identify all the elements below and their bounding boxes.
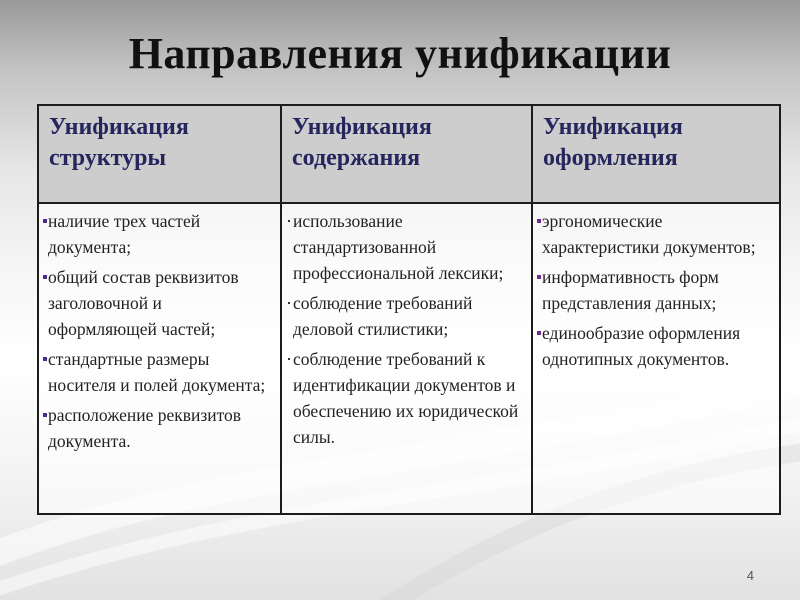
header-structure: Унификация структуры xyxy=(38,105,281,203)
list-item xyxy=(537,320,773,372)
purple-square-bullet-icon xyxy=(43,413,47,417)
table-header-row xyxy=(38,105,780,203)
list-item xyxy=(286,346,525,450)
structure-cell xyxy=(38,203,281,514)
list-item xyxy=(43,208,274,260)
list-item xyxy=(43,264,274,342)
list-item-text: наличие трех частей документа; xyxy=(48,211,201,257)
list-item-text: информативность форм представления данных; xyxy=(542,267,719,313)
list-item xyxy=(286,290,525,342)
list-item-text: общий состав реквизитов заголовочной и оформляющей частей; xyxy=(48,267,239,339)
purple-square-bullet-icon xyxy=(43,357,47,361)
slide-title: Направления унификации xyxy=(128,29,672,78)
list-item-text: соблюдение требований к идентификации документов и обеспечению их юридической силы. xyxy=(293,349,519,447)
purple-square-bullet-icon xyxy=(43,219,47,223)
purple-square-bullet-icon xyxy=(537,219,541,223)
purple-square-bullet-icon xyxy=(537,275,541,279)
page-number: 4 xyxy=(746,568,754,583)
list-item xyxy=(537,264,773,316)
list-item xyxy=(286,208,525,286)
formatting-cell xyxy=(532,203,780,514)
purple-square-bullet-icon xyxy=(537,331,541,335)
list-item xyxy=(43,402,274,454)
small-dot-bullet-icon xyxy=(288,220,290,222)
list-item-text: единообразие оформления однотипных документов. xyxy=(542,323,741,369)
content-cell xyxy=(281,203,532,514)
list-item xyxy=(43,346,274,398)
list-item-text: расположение реквизитов документа. xyxy=(48,405,242,451)
list-item-text: эргономические характеристики документов; xyxy=(542,211,756,257)
small-dot-bullet-icon xyxy=(288,302,290,304)
list-item-text: соблюдение требований деловой стилистики; xyxy=(293,293,473,339)
list-item xyxy=(537,208,773,260)
header-formatting: Унификация оформления xyxy=(532,105,780,203)
table-body-row xyxy=(38,203,780,514)
list-item-text: стандартные размеры носителя и полей документа; xyxy=(48,349,266,395)
header-content: Унификация содержания xyxy=(281,105,532,203)
list-item-text: использование стандартизованной профессиональной лексики; xyxy=(293,211,504,283)
unification-table xyxy=(37,104,781,515)
small-dot-bullet-icon xyxy=(288,358,290,360)
purple-square-bullet-icon xyxy=(43,275,47,279)
